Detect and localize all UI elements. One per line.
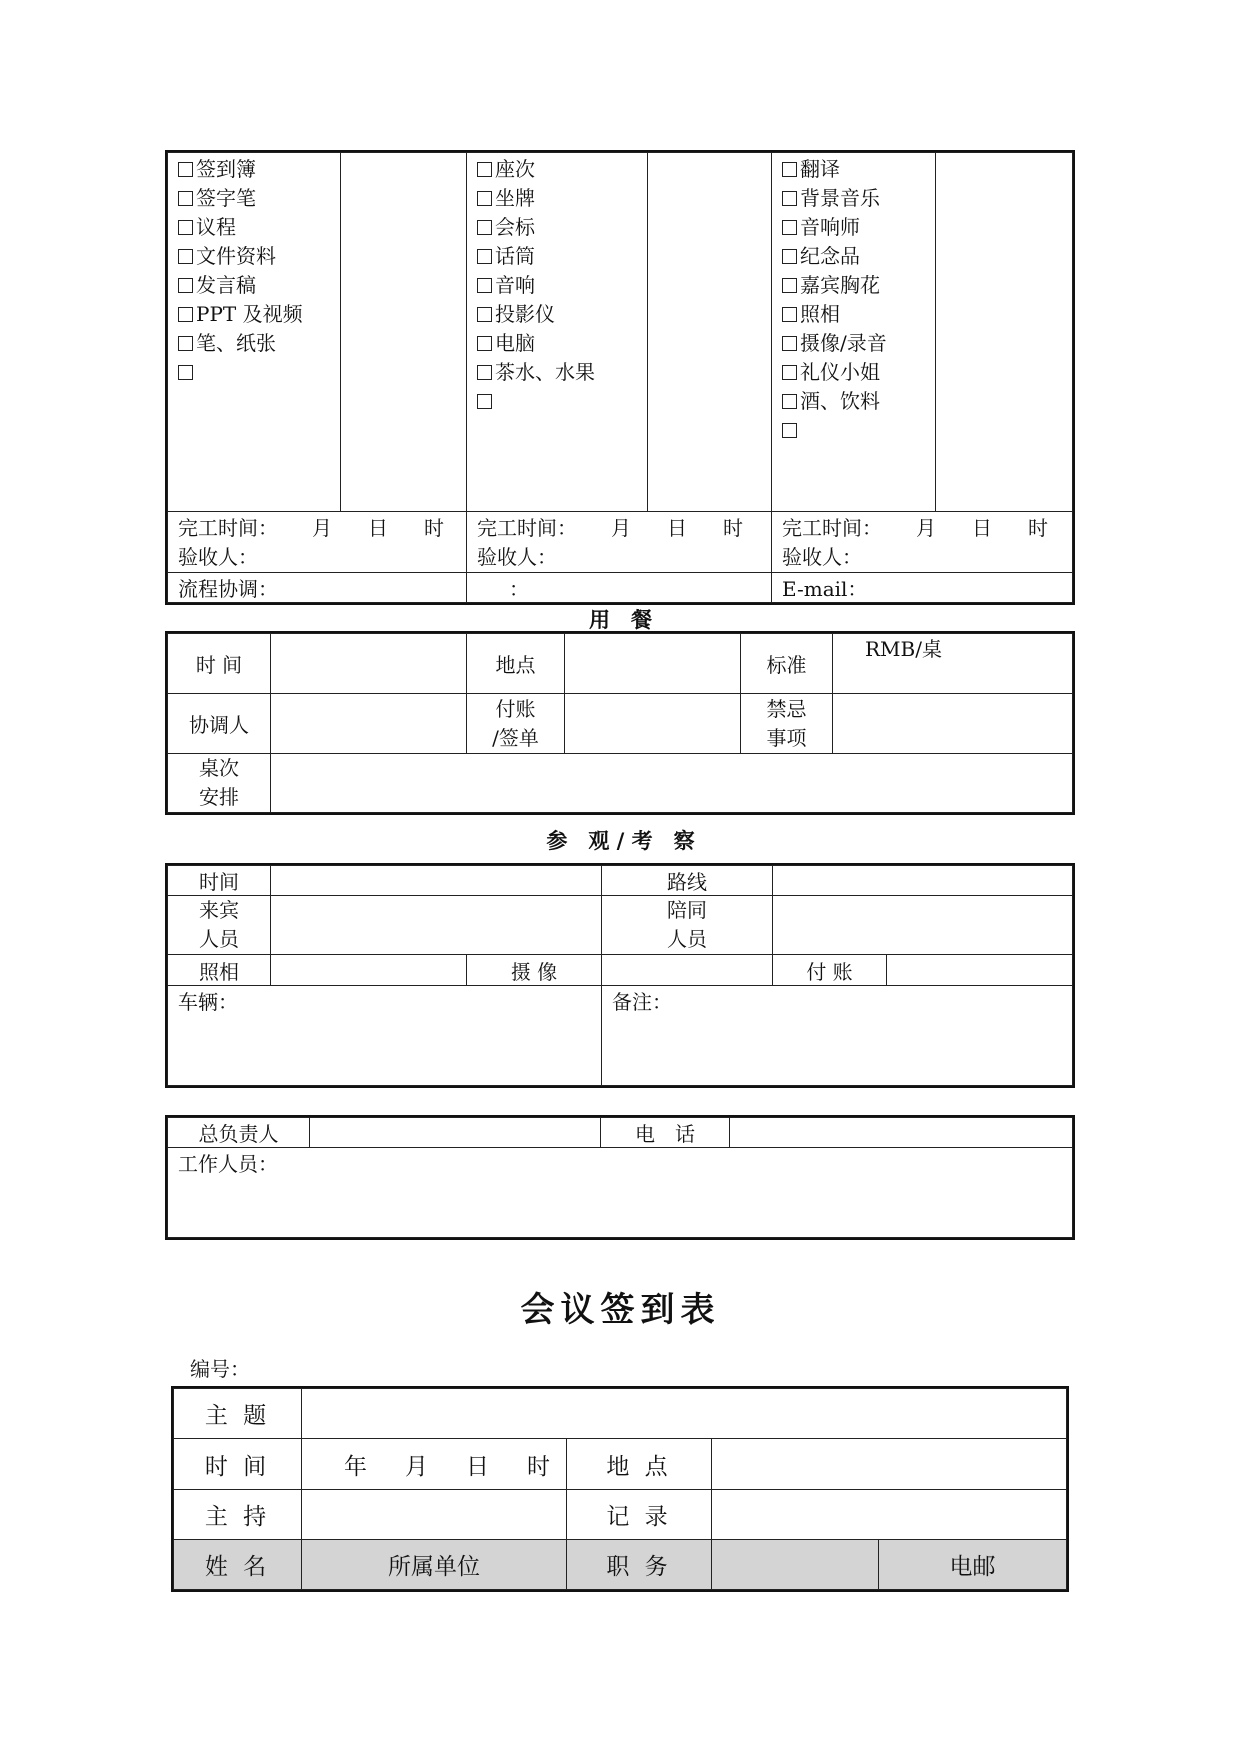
checklist-table <box>167 152 1073 603</box>
meeting-time-field[interactable] <box>302 1439 567 1490</box>
visit-video-label: 摄 像 <box>467 955 602 986</box>
staff-label: 工作人员： <box>178 1152 278 1176</box>
checkbox-icon[interactable] <box>782 162 797 177</box>
visit-photo-field[interactable] <box>271 955 467 986</box>
signin-title: 会议签到表 <box>520 1290 721 1330</box>
phone-cell[interactable] <box>467 573 772 603</box>
visit-time-field[interactable] <box>271 866 602 896</box>
meeting-place-field[interactable] <box>712 1439 1067 1490</box>
check-item[interactable]: 背景音乐 <box>782 184 925 213</box>
visit-route-field[interactable] <box>773 866 1073 896</box>
check-item[interactable] <box>782 416 925 445</box>
check-item[interactable]: 电脑 <box>477 329 637 358</box>
email-cell[interactable] <box>772 573 1073 603</box>
visit-escort-field[interactable] <box>773 896 1073 955</box>
checkbox-icon[interactable] <box>782 191 797 206</box>
inspector-label: 验收人： <box>178 545 258 569</box>
dining-time-field[interactable] <box>271 634 467 694</box>
check-item[interactable]: 摄像/录音 <box>782 329 925 358</box>
checkbox-icon[interactable] <box>782 394 797 409</box>
visit-video-field[interactable] <box>602 955 773 986</box>
checkbox-icon[interactable] <box>477 394 492 409</box>
name-header: 姓 名 <box>174 1540 302 1590</box>
checkbox-icon[interactable] <box>178 365 193 380</box>
checklist-col1 <box>168 153 341 512</box>
position-header: 职 务 <box>567 1540 712 1590</box>
dining-payment-field[interactable] <box>565 694 741 754</box>
inspector-label: 验收人： <box>477 545 557 569</box>
checkbox-icon[interactable] <box>477 162 492 177</box>
check-item[interactable]: 签到簿 <box>178 155 330 184</box>
chief-phone-label: 电 话 <box>601 1118 730 1148</box>
checkbox-icon[interactable] <box>178 307 193 322</box>
dining-taboo-label: 禁忌 事项 <box>741 694 833 754</box>
hour-label: 时 <box>527 1453 550 1480</box>
dining-taboo-field[interactable] <box>833 694 1073 754</box>
dining-coordinator-field[interactable] <box>271 694 467 754</box>
inspector-label: 验收人： <box>782 545 862 569</box>
visit-pay-label: 付 账 <box>773 955 887 986</box>
dining-standard-label: 标准 <box>741 634 833 694</box>
dining-standard-field[interactable] <box>833 634 1073 694</box>
check-item[interactable] <box>178 358 330 387</box>
dining-place-label: 地点 <box>467 634 565 694</box>
finish-time-cell-1[interactable]: 完工时间： 月 日 时 验收人： <box>168 512 467 573</box>
dining-time-label: 时 间 <box>168 634 271 694</box>
checkbox-icon[interactable] <box>477 249 492 264</box>
chief-label: 总负责人 <box>168 1118 310 1148</box>
checkbox-icon[interactable] <box>178 249 193 264</box>
checkbox-icon[interactable] <box>178 220 193 235</box>
dining-payment-label: 付账 /签单 <box>467 694 565 754</box>
signin-table <box>173 1388 1067 1590</box>
topic-field[interactable] <box>302 1389 1067 1439</box>
checklist-notes-3[interactable] <box>936 153 1073 512</box>
meeting-place-label: 地 点 <box>567 1439 712 1490</box>
checkbox-icon[interactable] <box>477 278 492 293</box>
checklist-notes-1[interactable] <box>341 153 467 512</box>
checkbox-icon[interactable] <box>477 220 492 235</box>
checkbox-icon[interactable] <box>782 249 797 264</box>
vehicle-label: 车辆： <box>178 990 238 1014</box>
checklist-col2 <box>467 153 648 512</box>
email-header: 电邮 <box>879 1540 1067 1590</box>
check-item[interactable]: 议程 <box>178 213 330 242</box>
dining-title: 用 餐 <box>589 608 652 632</box>
month-label: 月 <box>405 1453 428 1480</box>
checklist-col3 <box>772 153 936 512</box>
visit-title: 参 观 / 考 察 <box>546 829 695 853</box>
dining-table <box>167 633 1073 813</box>
check-item[interactable]: 茶水、水果 <box>477 358 637 387</box>
visit-time-label: 时间 <box>168 866 271 896</box>
record-label: 记 录 <box>567 1490 712 1540</box>
visit-photo-label: 照相 <box>168 955 271 986</box>
remarks-label: 备注： <box>612 990 672 1014</box>
standard-unit: RMB/桌 <box>865 637 942 661</box>
checkbox-icon[interactable] <box>782 423 797 438</box>
host-field[interactable] <box>302 1490 567 1540</box>
finish-time-cell-3[interactable]: 完工时间： 月 日 时 验收人： <box>772 512 1073 573</box>
checkbox-icon[interactable] <box>782 307 797 322</box>
check-item[interactable]: 酒、饮料 <box>782 387 925 416</box>
coordinator-label: 流程协调： <box>178 577 278 601</box>
staff-cell[interactable] <box>168 1148 1073 1238</box>
checkbox-icon[interactable] <box>782 336 797 351</box>
topic-label: 主 题 <box>174 1389 302 1439</box>
year-label: 年 <box>344 1453 367 1480</box>
check-item[interactable]: 礼仪小姐 <box>782 358 925 387</box>
check-item[interactable]: 发言稿 <box>178 271 330 300</box>
check-item[interactable]: 照相 <box>782 300 925 329</box>
number-label: 编号： <box>190 1357 250 1381</box>
blank-header <box>712 1540 879 1590</box>
dining-place-field[interactable] <box>565 634 741 694</box>
checklist-notes-2[interactable] <box>648 153 772 512</box>
check-item[interactable]: 翻译 <box>782 155 925 184</box>
checkbox-icon[interactable] <box>782 220 797 235</box>
check-item[interactable]: 音响 <box>477 271 637 300</box>
coordinator-cell[interactable] <box>168 573 467 603</box>
staff-table <box>167 1117 1073 1238</box>
dining-coordinator-label: 协调人 <box>168 694 271 754</box>
unit-header: 所属单位 <box>302 1540 567 1590</box>
check-item[interactable]: PPT 及视频 <box>178 300 330 329</box>
dining-table-field[interactable] <box>271 754 1073 813</box>
chief-phone-field[interactable] <box>730 1118 1073 1148</box>
check-item[interactable]: 签字笔 <box>178 184 330 213</box>
host-label: 主 持 <box>174 1490 302 1540</box>
checkbox-icon[interactable] <box>178 191 193 206</box>
check-item[interactable]: 文件资料 <box>178 242 330 271</box>
record-field[interactable] <box>712 1490 1067 1540</box>
visit-table <box>167 865 1073 1086</box>
dining-table-label: 桌次 安排 <box>168 754 271 813</box>
checkbox-icon[interactable] <box>477 307 492 322</box>
visit-remarks-cell[interactable] <box>602 986 1073 1086</box>
checkbox-icon[interactable] <box>178 336 193 351</box>
phone-colon: ： <box>509 577 529 601</box>
visit-escort-label: 陪同 人员 <box>602 896 773 955</box>
check-item[interactable]: 纪念品 <box>782 242 925 271</box>
visit-vehicle-cell[interactable] <box>168 986 602 1086</box>
checkbox-icon[interactable] <box>477 336 492 351</box>
meeting-time-label: 时 间 <box>174 1439 302 1490</box>
check-item[interactable]: 嘉宾胸花 <box>782 271 925 300</box>
email-label: E-mail： <box>782 577 868 601</box>
visit-guests-field[interactable] <box>271 896 602 955</box>
check-item[interactable]: 话筒 <box>477 242 637 271</box>
check-item[interactable]: 音响师 <box>782 213 925 242</box>
checkbox-icon[interactable] <box>178 162 193 177</box>
check-item[interactable]: 坐牌 <box>477 184 637 213</box>
visit-route-label: 路线 <box>602 866 773 896</box>
check-item[interactable]: 座次 <box>477 155 637 184</box>
checkbox-icon[interactable] <box>477 365 492 380</box>
finish-time-cell-2[interactable]: 完工时间： 月 日 时 验收人： <box>467 512 772 573</box>
check-item[interactable] <box>477 387 637 416</box>
check-item[interactable]: 投影仪 <box>477 300 637 329</box>
checkbox-icon[interactable] <box>178 278 193 293</box>
visit-pay-field[interactable] <box>887 955 1073 986</box>
check-item[interactable]: 会标 <box>477 213 637 242</box>
checkbox-icon[interactable] <box>782 278 797 293</box>
day-label: 日 <box>466 1453 489 1480</box>
chief-field[interactable] <box>310 1118 601 1148</box>
checkbox-icon[interactable] <box>782 365 797 380</box>
visit-guests-label: 来宾 人员 <box>168 896 271 955</box>
checkbox-icon[interactable] <box>477 191 492 206</box>
check-item[interactable]: 笔、纸张 <box>178 329 330 358</box>
